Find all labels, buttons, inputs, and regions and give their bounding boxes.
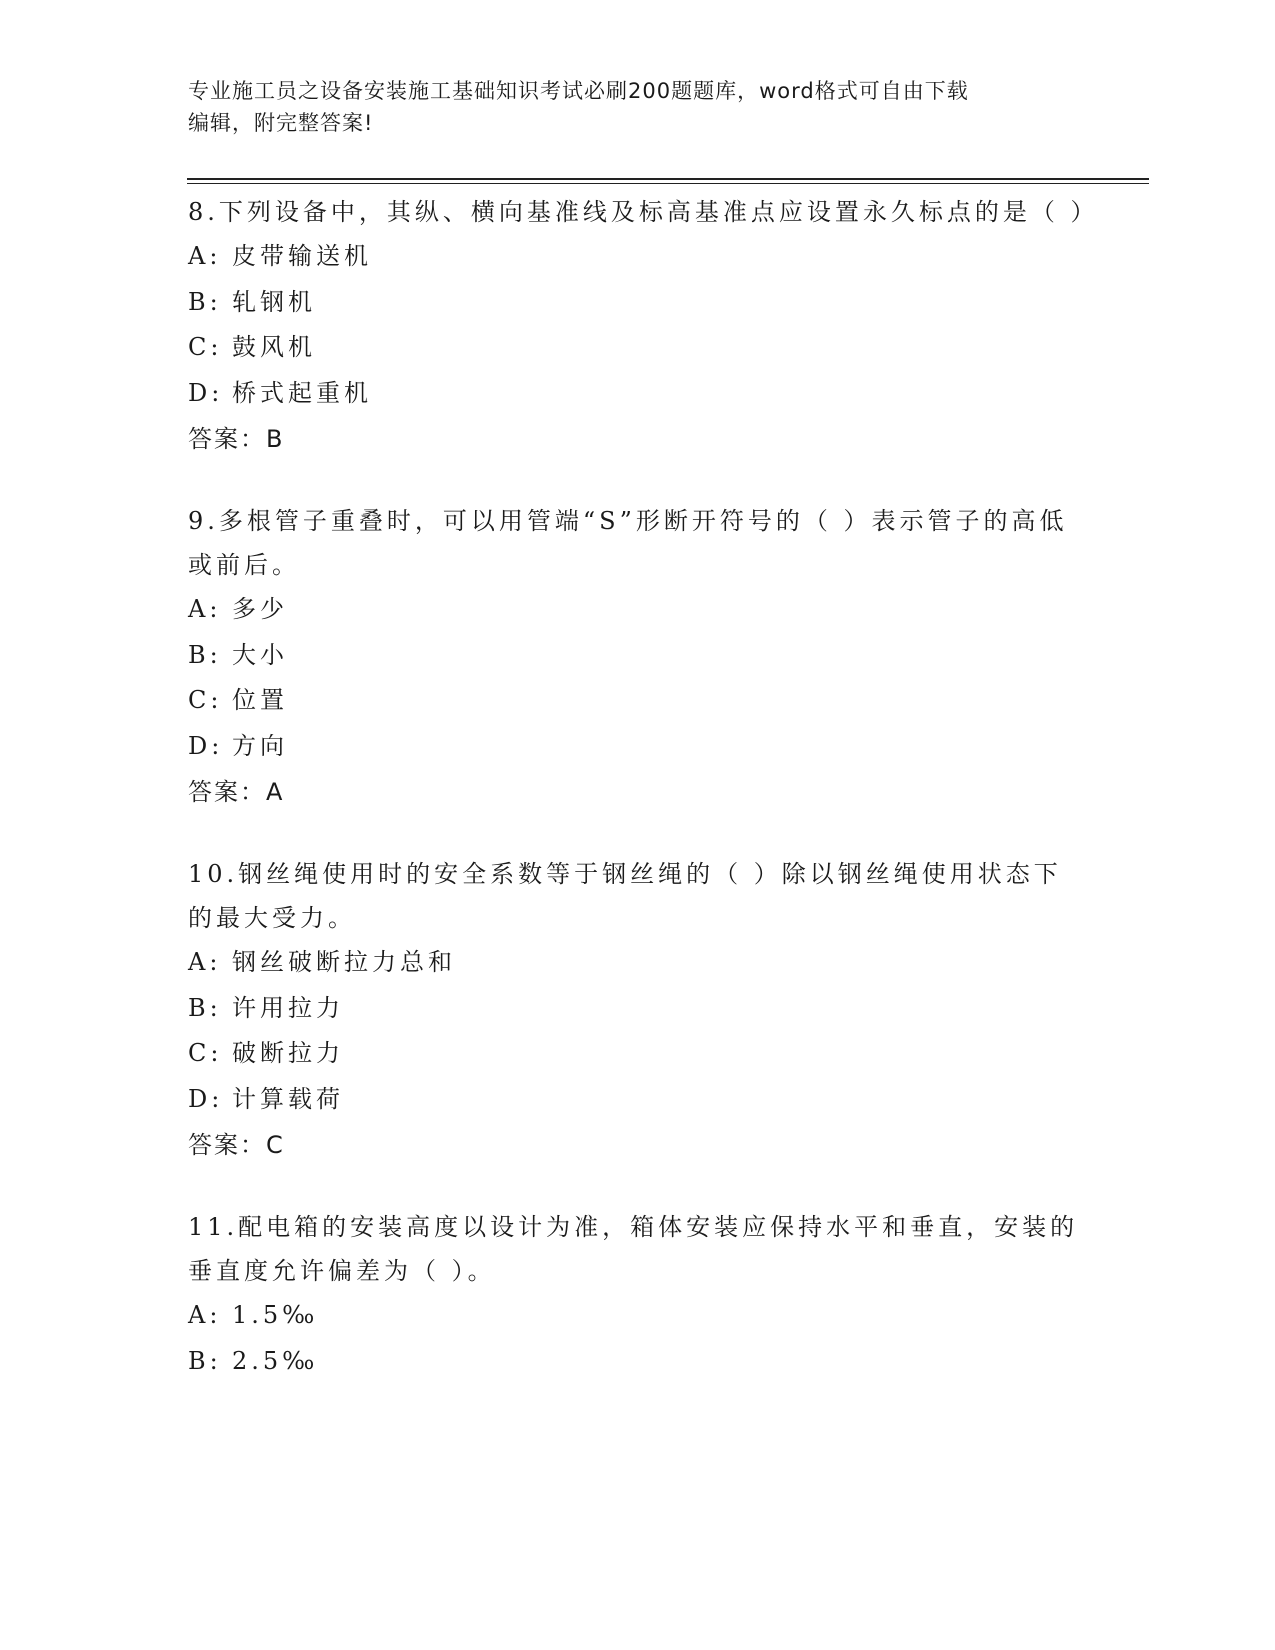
answer-line: 答案：A [188,778,285,806]
option-key: D: [188,1084,224,1113]
option-b [188,1339,1088,1385]
option-key: C: [188,686,223,714]
question-11 [188,1205,1088,1384]
option-a [188,1293,1088,1339]
question-8 [188,190,1099,462]
option-text: 计算载荷 [232,1084,344,1113]
option-text: 皮带输送机 [232,242,372,270]
option-c [188,325,1088,371]
question-list [188,190,1099,1421]
option-key: B: [188,993,222,1022]
header-divider-thick [187,178,1149,180]
header-title-line-2: 编辑，附完整答案! [188,111,374,135]
answer-line: 答案：C [188,1131,285,1159]
question-text: 11.配电箱的安装高度以设计为准，箱体安装应保持水平和垂直，安装的垂直度允许偏差为（ ）。 [188,1213,1079,1285]
option-key: D: [188,731,224,760]
option-a [188,234,1088,280]
option-a [188,940,1088,986]
document-header [188,75,1088,139]
question-text: 9.多根管子重叠时，可以用管端“S”形断开符号的（ ）表示管子的高低或前后。 [188,507,1068,579]
option-key: D: [188,378,224,407]
option-text: 钢丝破断拉力总和 [232,948,456,976]
option-key: A: [188,242,222,270]
option-text: 鼓风机 [232,333,316,361]
option-text: 许用拉力 [232,993,344,1022]
option-b [188,633,1088,679]
option-text: 轧钢机 [232,287,316,316]
option-key: B: [188,1346,222,1375]
question-9 [188,499,1088,815]
question-text: 8.下列设备中，其纵、横向基准线及标高基准点应设置永久标点的是（ ） [188,198,1099,226]
option-d [188,371,1088,417]
option-c [188,678,1088,724]
option-text: 大小 [232,640,288,669]
option-d [188,1077,1088,1123]
question-10 [188,852,1088,1168]
question-text: 10.钢丝绳使用时的安全系数等于钢丝绳的（ ）除以钢丝绳使用状态下的最大受力。 [188,860,1062,932]
option-b [188,986,1088,1032]
option-b [188,280,1088,326]
option-key: B: [188,287,222,316]
option-d [188,724,1088,770]
option-key: C: [188,333,223,361]
option-text: 位置 [232,686,288,714]
answer-line: 答案：B [188,425,285,453]
option-key: B: [188,640,222,669]
option-text: 桥式起重机 [232,378,372,407]
option-key: A: [188,595,222,623]
header-title-line-1: 专业施工员之设备安装施工基础知识考试必刷200题题库，word格式可自由下载 [188,79,969,103]
option-text: 1.5‰ [232,1301,319,1329]
option-c [188,1031,1088,1077]
header-divider-thin [187,183,1149,184]
option-text: 破断拉力 [232,1039,344,1067]
option-text: 方向 [232,731,288,760]
option-key: A: [188,1301,222,1329]
option-text: 2.5‰ [232,1346,319,1375]
option-a [188,587,1088,633]
option-key: A: [188,948,222,976]
option-text: 多少 [232,595,288,623]
option-key: C: [188,1039,223,1067]
